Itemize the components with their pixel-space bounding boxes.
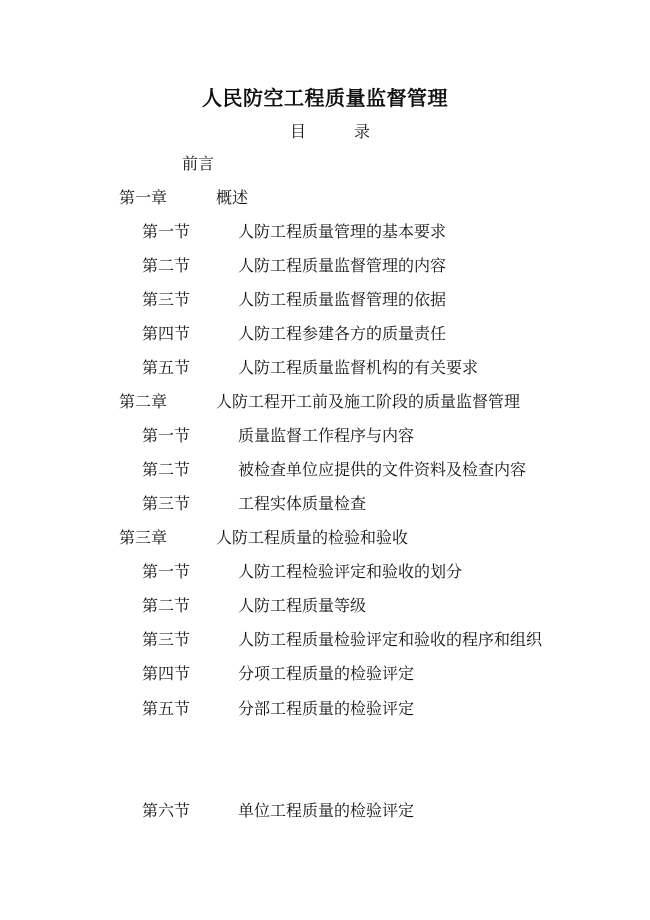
chapter-number: 第二章 bbox=[119, 392, 168, 411]
section-title: 人防工程参建各方的质量责任 bbox=[238, 324, 447, 343]
section-number: 第一节 bbox=[142, 562, 191, 581]
section-number: 第二节 bbox=[142, 596, 191, 615]
section-title: 人防工程质量监督管理的依据 bbox=[238, 290, 447, 309]
section-number: 第四节 bbox=[142, 324, 191, 343]
section-title: 人防工程质量检验评定和验收的程序和组织 bbox=[238, 630, 543, 649]
chapter-title: 概述 bbox=[216, 188, 249, 207]
section-title: 人防工程质量监督机构的有关要求 bbox=[238, 358, 479, 377]
chapter-number: 第一章 bbox=[119, 188, 168, 207]
chapter-number: 第三章 bbox=[119, 528, 168, 547]
section-number: 第六节 bbox=[142, 801, 191, 820]
toc-heading-char-1: 目 bbox=[290, 122, 307, 141]
section-title: 人防工程检验评定和验收的划分 bbox=[238, 562, 463, 581]
section-number: 第三节 bbox=[142, 494, 191, 513]
section-number: 第五节 bbox=[142, 358, 191, 377]
section-number: 第三节 bbox=[142, 290, 191, 309]
section-title: 人防工程质量管理的基本要求 bbox=[238, 222, 447, 241]
section-number: 第二节 bbox=[142, 256, 191, 275]
toc-preface: 前言 bbox=[182, 154, 215, 173]
section-number: 第三节 bbox=[142, 630, 191, 649]
toc-heading-char-2: 录 bbox=[353, 122, 370, 141]
chapter-title: 人防工程开工前及施工阶段的质量监督管理 bbox=[216, 392, 521, 411]
section-title: 被检查单位应提供的文件资料及检查内容 bbox=[238, 460, 527, 479]
chapter-title: 人防工程质量的检验和验收 bbox=[216, 528, 409, 547]
document-title: 人民防空工程质量监督管理 bbox=[202, 86, 448, 110]
section-title: 人防工程质量监督管理的内容 bbox=[238, 256, 447, 275]
section-number: 第四节 bbox=[142, 664, 191, 683]
section-number: 第二节 bbox=[142, 460, 191, 479]
section-title: 单位工程质量的检验评定 bbox=[238, 801, 415, 820]
section-number: 第五节 bbox=[142, 699, 191, 718]
section-title: 工程实体质量检查 bbox=[238, 494, 367, 513]
section-title: 质量监督工作程序与内容 bbox=[238, 426, 415, 445]
section-title: 人防工程质量等级 bbox=[238, 596, 367, 615]
section-title: 分项工程质量的检验评定 bbox=[238, 664, 415, 683]
toc-heading bbox=[290, 119, 370, 142]
section-number: 第一节 bbox=[142, 426, 191, 445]
section-number: 第一节 bbox=[142, 222, 191, 241]
section-title: 分部工程质量的检验评定 bbox=[238, 699, 415, 718]
